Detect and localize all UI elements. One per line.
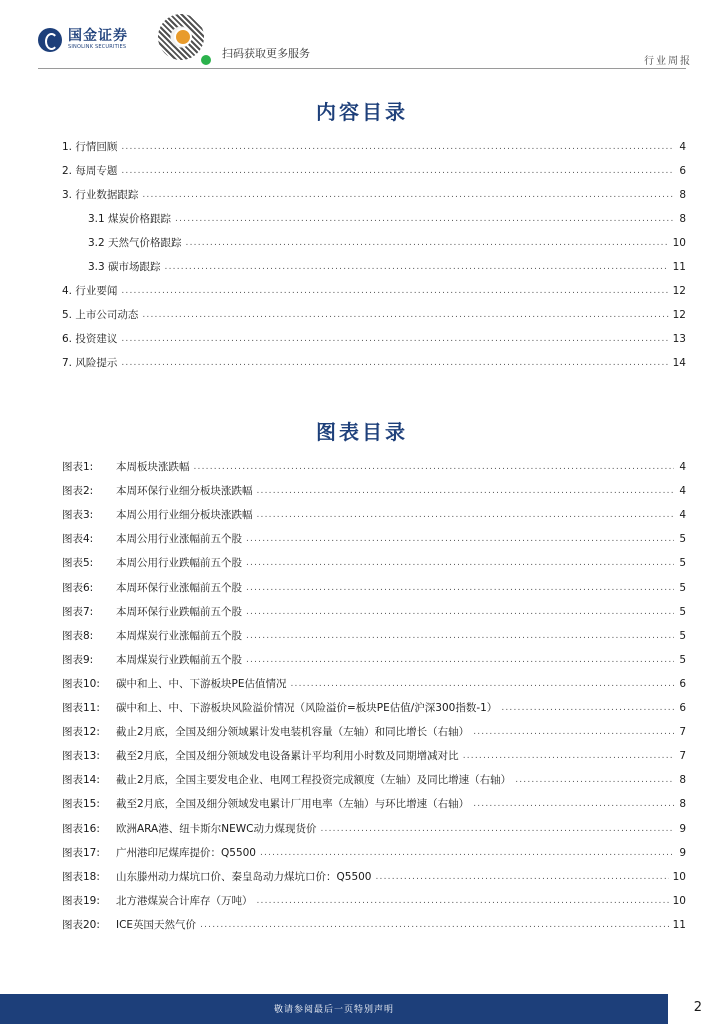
leader-dots [246,629,674,643]
leader-dots [473,725,674,739]
figure-item-page: 10 [672,894,686,907]
leader-dots [121,284,668,298]
scan-prompt: 扫码获取更多服务 [222,47,310,60]
figure-item-page: 5 [679,557,686,570]
figures-title: 图表目录 [316,420,408,444]
leader-dots [473,797,674,811]
figure-item-number: 图表20: [62,918,100,931]
figure-item-number: 图表14: [62,774,100,787]
leader-dots [121,356,668,370]
figure-item-number: 图表12: [62,726,100,739]
figure-item[interactable] [62,894,686,908]
figure-item-number: 图表10: [62,677,100,690]
figure-item-label: 本周公用行业细分板块涨跌幅 [116,509,253,522]
leader-dots [142,188,674,202]
leader-dots [200,918,669,932]
leader-dots [175,212,674,226]
contents-item-page: 8 [679,189,686,201]
contents-item-page: 12 [672,309,686,321]
contents-item-page: 13 [672,333,686,345]
contents-item[interactable] [88,260,686,274]
figure-item-label: 本周公用行业涨幅前五个股 [116,533,242,546]
contents-item[interactable] [88,212,686,226]
figure-item[interactable] [62,629,686,643]
figure-item-page: 11 [672,918,686,931]
leader-dots [246,556,674,570]
figure-item[interactable] [62,581,686,595]
page-header [0,0,724,70]
leader-dots [257,508,675,522]
leader-dots [121,332,668,346]
contents-item-page: 6 [679,165,686,177]
contents-item[interactable] [62,332,686,346]
footer-disclaimer[interactable]: 敬请参阅最后一页特别声明 [273,1005,394,1015]
figure-item[interactable] [62,797,686,811]
contents-item-label: 5. 上市公司动态 [62,309,139,321]
leader-dots [165,260,669,274]
figure-item-label: 山东滕州动力煤坑口价、秦皇岛动力煤坑口价：Q5500 [116,870,372,883]
qr-code-icon[interactable] [152,8,210,66]
figure-item-label: 本周环保行业涨幅前五个股 [116,581,242,594]
figure-item-page: 4 [679,485,686,498]
contents-item-label: 1. 行情回顾 [62,141,118,153]
contents-item-label: 3. 行业数据跟踪 [62,189,139,201]
figure-item-number: 图表9: [62,653,94,666]
figure-item-page: 5 [679,605,686,618]
leader-dots [257,894,669,908]
figure-item-label: 截至2月底，全国及细分领域发电累计厂用电率（左轴）与环比增速（右轴） [116,798,470,811]
contents-title: 内容目录 [316,100,408,124]
figure-item-label: 碳中和上、中、下游板块风险溢价情况（风险溢价=板块PE估值/沪深300指数-1） [116,702,498,714]
leader-dots [501,701,674,715]
figure-item[interactable] [62,749,686,763]
figure-item-label: 本周板块涨跌幅 [116,461,190,473]
contents-item-page: 8 [679,213,686,225]
page-number: 2 [693,1000,702,1015]
figure-item[interactable] [62,460,686,474]
figure-item-label: 本周环保行业细分板块涨跌幅 [116,485,253,498]
contents-item-page: 10 [672,237,686,249]
leader-dots [246,653,674,667]
contents-item-page: 11 [672,261,686,273]
logo-icon [38,28,62,52]
figure-item-label: 北方港煤炭合计库存（万吨） [116,894,253,907]
page-footer [0,994,724,1024]
leader-dots [260,846,674,860]
leader-dots [246,605,674,619]
logo-english-name: SINOLINK SECURITIES [68,44,127,50]
figure-item-label: 碳中和上、中、下游板块PE估值情况 [116,677,287,690]
leader-dots [246,581,674,595]
contents-item-label: 2. 每周专题 [62,165,118,177]
figure-item-number: 图表15: [62,798,100,811]
leader-dots [121,164,674,178]
figure-item-number: 图表13: [62,750,100,763]
figure-item-page: 9 [679,822,686,835]
figure-item[interactable] [62,508,686,522]
figure-item[interactable] [62,846,686,860]
contents-item-label: 3.2 天然气价格跟踪 [88,237,182,249]
figure-item[interactable] [62,725,686,739]
company-logo [38,28,128,52]
figure-item[interactable] [62,918,686,932]
figure-item-page: 4 [679,461,686,473]
leader-dots [257,484,675,498]
leader-dots [121,140,674,154]
figure-item-label: 本周煤炭行业涨幅前五个股 [116,629,242,642]
figure-item-number: 图表3: [62,509,94,522]
leader-dots [290,677,674,691]
contents-item-label: 4. 行业要闻 [62,285,118,297]
contents-item[interactable] [88,236,686,250]
figure-item-number: 图表18: [62,870,100,883]
figure-item[interactable] [62,701,686,715]
figure-item-page: 8 [679,798,686,811]
figure-item-number: 图表1: [62,461,94,473]
figure-item-label: 截止2月底，全国及细分领域累计发电装机容量（左轴）和同比增长（右轴） [116,726,470,739]
contents-item[interactable] [62,284,686,298]
figure-item-label: 本周煤炭行业跌幅前五个股 [116,653,242,666]
figure-item[interactable] [62,870,686,884]
contents-item[interactable] [62,164,686,178]
figure-item-number: 图表11: [62,702,100,714]
contents-item[interactable] [62,188,686,202]
figure-item-page: 6 [679,702,686,714]
figure-item-number: 图表6: [62,581,94,594]
figure-item-number: 图表8: [62,629,94,642]
contents-item[interactable] [62,140,686,154]
figure-item-page: 6 [679,677,686,690]
leader-dots [186,236,669,250]
contents-item[interactable] [62,356,686,370]
figure-item[interactable] [62,653,686,667]
figure-item-page: 10 [672,870,686,883]
leader-dots [463,749,674,763]
figure-item-page: 8 [679,774,686,787]
figure-item-page: 7 [679,726,686,739]
contents-item-page: 4 [679,141,686,153]
figure-item[interactable] [62,484,686,498]
contents-item-label: 3.1 煤炭价格跟踪 [88,213,172,225]
figure-item-number: 图表2: [62,485,94,498]
figure-item[interactable] [62,822,686,836]
figure-item-label: 广州港印尼煤库提价：Q5500 [116,846,256,859]
figure-item-page: 9 [679,846,686,859]
contents-item-page: 12 [672,285,686,297]
contents-item[interactable] [62,308,686,322]
figure-item-number: 图表17: [62,846,100,859]
figure-item-number: 图表5: [62,557,94,570]
leader-dots [376,870,669,884]
figure-item-number: 图表19: [62,894,100,907]
figure-item-label: ICE英国天然气价 [116,918,197,931]
leader-dots [320,822,674,836]
leader-dots [515,773,674,787]
leader-dots [194,460,675,474]
figure-item-label: 本周公用行业跌幅前五个股 [116,557,242,570]
figure-item-page: 5 [679,533,686,546]
document-type: 行业周报 [644,56,692,67]
logo-chinese-name: 国金证券 [68,28,128,44]
figure-item[interactable] [62,556,686,570]
figure-item-page: 7 [679,750,686,763]
figure-item-page: 4 [679,509,686,522]
leader-dots [246,532,674,546]
contents-item-page: 14 [672,357,686,369]
wechat-badge-icon [200,54,212,66]
figure-item-page: 5 [679,581,686,594]
figure-item-page: 5 [679,653,686,666]
contents-item-label: 3.3 碳市场跟踪 [88,261,161,273]
figure-item[interactable] [62,773,686,787]
figure-item-label: 截止2月底，全国主要发电企业、电网工程投资完成额度（左轴）及同比增速（右轴） [116,774,512,787]
figure-item[interactable] [62,677,686,691]
figure-item-label: 本周环保行业跌幅前五个股 [116,605,242,618]
figure-item-number: 图表7: [62,605,94,618]
leader-dots [142,308,668,322]
contents-item-label: 7. 风险提示 [62,357,118,369]
figure-item-page: 5 [679,629,686,642]
figure-item[interactable] [62,532,686,546]
header-divider [38,68,686,69]
figure-item-label: 欧洲ARA港、纽卡斯尔NEWC动力煤现货价 [116,822,317,835]
figure-item[interactable] [62,605,686,619]
figure-item-number: 图表16: [62,822,100,835]
contents-item-label: 6. 投资建议 [62,333,118,345]
figure-item-label: 截至2月底，全国及细分领域发电设备累计平均利用小时数及同期增减对比 [116,750,459,763]
figure-item-number: 图表4: [62,533,94,546]
